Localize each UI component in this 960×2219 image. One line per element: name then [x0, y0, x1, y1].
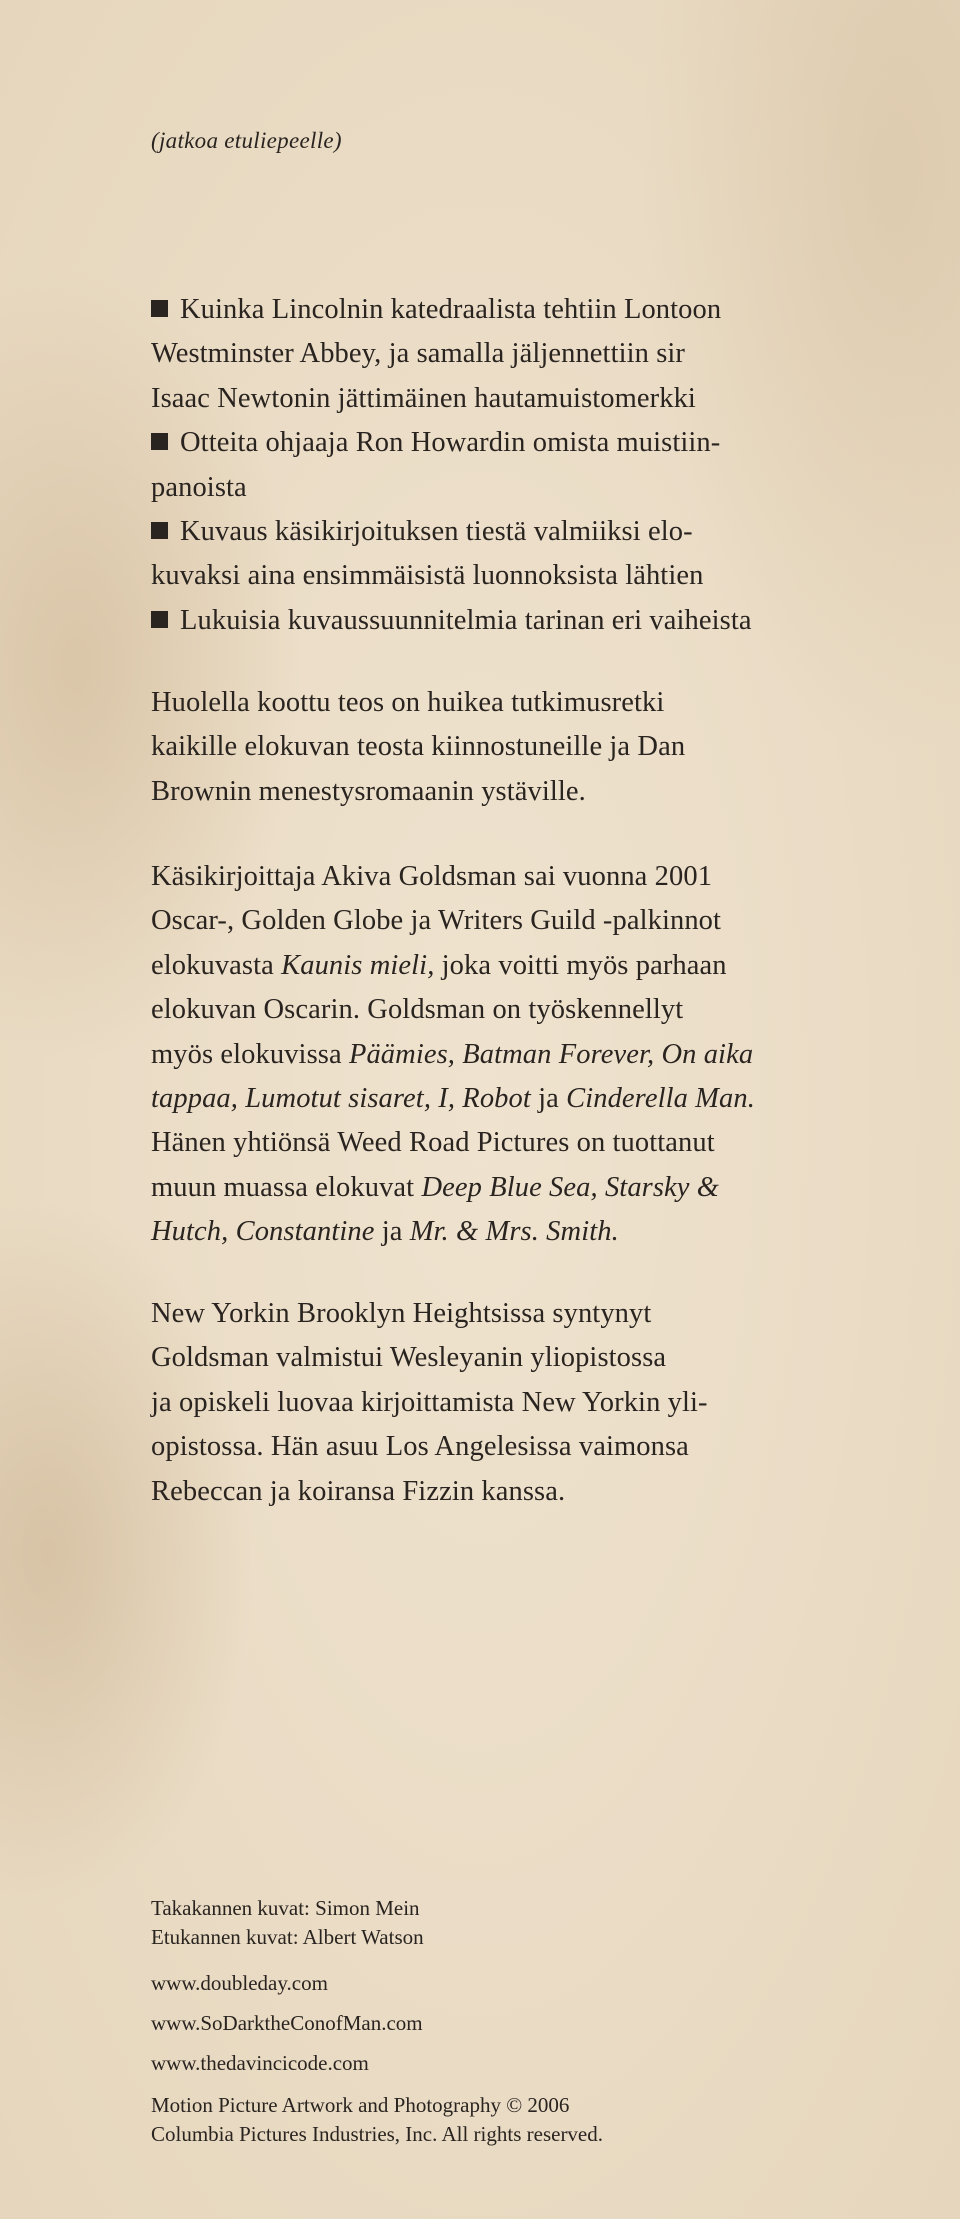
square-bullet-icon	[151, 611, 168, 628]
square-bullet-icon	[151, 433, 168, 450]
film-titles: tappaa, Lumotut sisaret, I, Robot	[151, 1083, 531, 1115]
film-titles: Deep Blue Sea, Starsky &	[421, 1171, 720, 1203]
author-background-paragraph: New Yorkin Brooklyn Heightsissa syntynyt Goldsman valmistui Wesleyanin yliopistossa ja opiskeli luovaa kirjoittamista New Yorkin yli- opistossa. Hän asuu Los Angelesissa vaimonsa Rebeccan ja koiransa Fizzin kanssa.	[151, 1298, 708, 1507]
copyright-notice: Motion Picture Artwork and Photography © 2006 Columbia Pictures Industries, Inc. All rights reserved.	[151, 2093, 604, 2146]
website-link-davincicode: www.thedavincicode.com	[151, 2051, 369, 2075]
film-titles: Hutch, Constantine	[151, 1216, 375, 1248]
list-item: Otteita ohjaaja Ron Howardin omista muistiin-	[151, 421, 891, 465]
square-bullet-icon	[151, 522, 168, 539]
list-item: Lukuisia kuvaussuunnitelmia tarinan eri vaiheista	[151, 599, 891, 643]
list-item-line: Westminster Abbey, ja samalla jäljennettiin sir	[151, 338, 686, 370]
author-bio-paragraph: Käsikirjoittaja Akiva Goldsman sai vuonna 2001 Oscar-, Golden Globe ja Writers Guild -palkinnot elokuvasta Kaunis mieli, joka voitti myös parhaan elokuvan Oscarin. Goldsman on työskennellyt myös elokuvissa Päämies, Batman Forever, On aika tappaa, Lumotut sisaret, I, Robot ja Cinderella Man. Hänen yhtiönsä Weed Road Pictures on tuottanut muun muassa elokuvat Deep Blue Sea, Starsky & Hutch, Constantine ja Mr. & Mrs. Smith.	[151, 861, 755, 1248]
continued-note: (jatkoa etuliepeelle)	[151, 128, 342, 153]
intro-paragraph: Huolella koottu teos on huikea tutkimusretki kaikille elokuvan teosta kiinnostuneille ja Dan Brownin menestysromaanin ystäville.	[151, 687, 686, 807]
feature-list	[151, 288, 891, 643]
list-item-line: panoista	[151, 471, 247, 503]
website-link-doubleday: www.doubleday.com	[151, 1971, 328, 1995]
website-link-movie: www.SoDarktheConofMan.com	[151, 2011, 423, 2035]
film-title: Cinderella Man.	[566, 1083, 755, 1115]
list-item: Kuinka Lincolnin katedraalista tehtiin Lontoon	[151, 288, 891, 332]
list-item: Kuvaus käsikirjoituksen tiestä valmiiksi elo-	[151, 510, 891, 554]
list-item-line: Isaac Newtonin jättimäinen hautamuistomerkki	[151, 382, 696, 414]
film-title: Mr. & Mrs. Smith.	[409, 1216, 619, 1248]
photo-credits: Takakannen kuvat: Simon Mein Etukannen kuvat: Albert Watson	[151, 1896, 424, 1949]
list-item-line: kuvaksi aina ensimmäisistä luonnoksista lähtien	[151, 560, 704, 592]
film-titles: Päämies, Batman Forever, On aika	[348, 1038, 754, 1070]
film-title: Kaunis mieli,	[281, 949, 435, 981]
square-bullet-icon	[151, 300, 168, 317]
